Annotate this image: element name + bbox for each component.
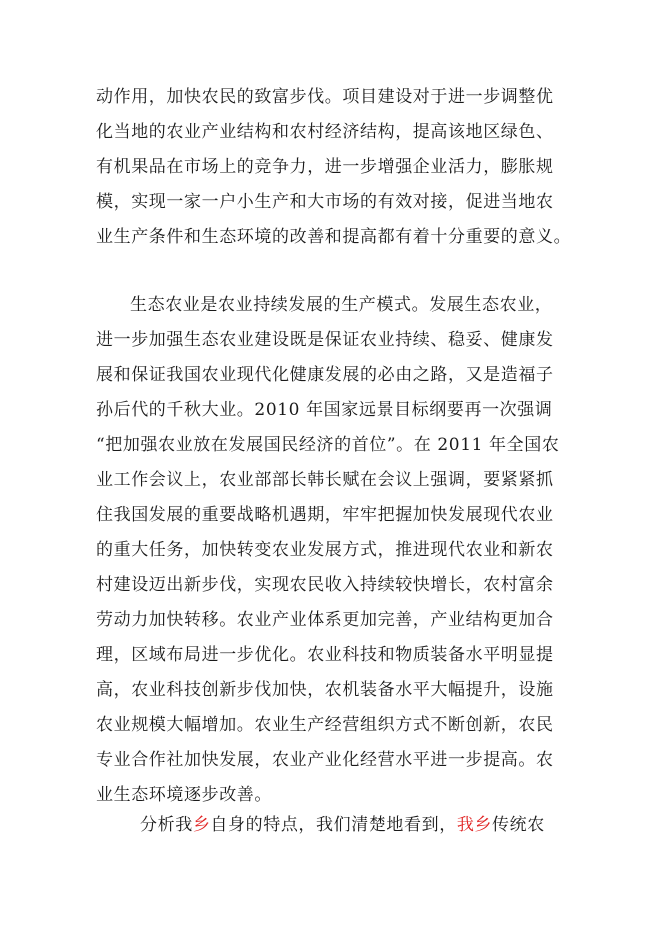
paragraph-2-line: 生态农业是农业持续发展的生产模式。发展生态农业，	[130, 295, 553, 315]
paragraph-2-line: 展和保证我国农业现代化健康发展的必由之路，又是造福子	[96, 365, 554, 385]
paragraph-3	[96, 808, 576, 843]
paragraph-2	[96, 288, 576, 813]
paragraph-2-line: 劳动力加快转移。农业产业体系更加完善，产业结构更加合	[96, 610, 554, 630]
highlighted-text: 乡	[192, 815, 211, 835]
paragraph-1-line: 化当地的农业产业结构和农村经济结构，提高该地区绿色、	[96, 122, 554, 142]
paragraph-1-line: 模，实现一家一户小生产和大市场的有效对接，促进当地农	[96, 192, 554, 212]
paragraph-3-text: 分析我	[140, 815, 193, 835]
paragraph-2-line: 孙后代的千秋大业。2010 年国家远景目标纲要再一次强调	[96, 400, 553, 420]
paragraph-1-line: 有机果品在市场上的竞争力，进一步增强企业活力，膨胀规	[96, 157, 554, 177]
paragraph-3-text: 自身的特点，我们清楚地看到，	[210, 815, 457, 835]
paragraph-3-text: 传统农	[492, 815, 545, 835]
highlighted-text: 我乡	[456, 815, 493, 835]
paragraph-2-line: 业生态环境逐步改善。	[96, 785, 272, 805]
paragraph-2-line: “把加强农业放在发展国民经济的首位”。在 2011 年全国农	[96, 435, 560, 455]
paragraph-2-line: 业工作会议上，农业部部长韩长赋在会议上强调，要紧紧抓	[96, 470, 554, 490]
paragraph-1-line: 动作用，加快农民的致富步伐。项目建设对于进一步调整优	[96, 87, 554, 107]
paragraph-2-line: 的重大任务，加快转变农业发展方式，推进现代农业和新农	[96, 540, 554, 560]
paragraph-2-line: 专业合作社加快发展，农业产业化经营水平进一步提高。农	[96, 750, 554, 770]
paragraph-2-line: 进一步加强生态农业建设既是保证农业持续、稳妥、健康发	[96, 330, 554, 350]
paragraph-2-line: 农业规模大幅增加。农业生产经营组织方式不断创新，农民	[96, 715, 554, 735]
paragraph-2-line: 高，农业科技创新步伐加快，农机装备水平大幅提升，设施	[96, 680, 554, 700]
paragraph-2-line: 住我国发展的重要战略机遇期，牢牢把握加快发展现代农业	[96, 505, 554, 525]
paragraph-3-line	[96, 808, 576, 843]
paragraph-2-line: 村建设迈出新步伐，实现农民收入持续较快增长，农村富余	[96, 575, 554, 595]
paragraph-2-line: 理，区域布局进一步优化。农业科技和物质装备水平明显提	[96, 645, 554, 665]
paragraph-1	[96, 80, 576, 255]
paragraph-1-line: 业生产条件和生态环境的改善和提高都有着十分重要的意义。	[96, 227, 572, 247]
